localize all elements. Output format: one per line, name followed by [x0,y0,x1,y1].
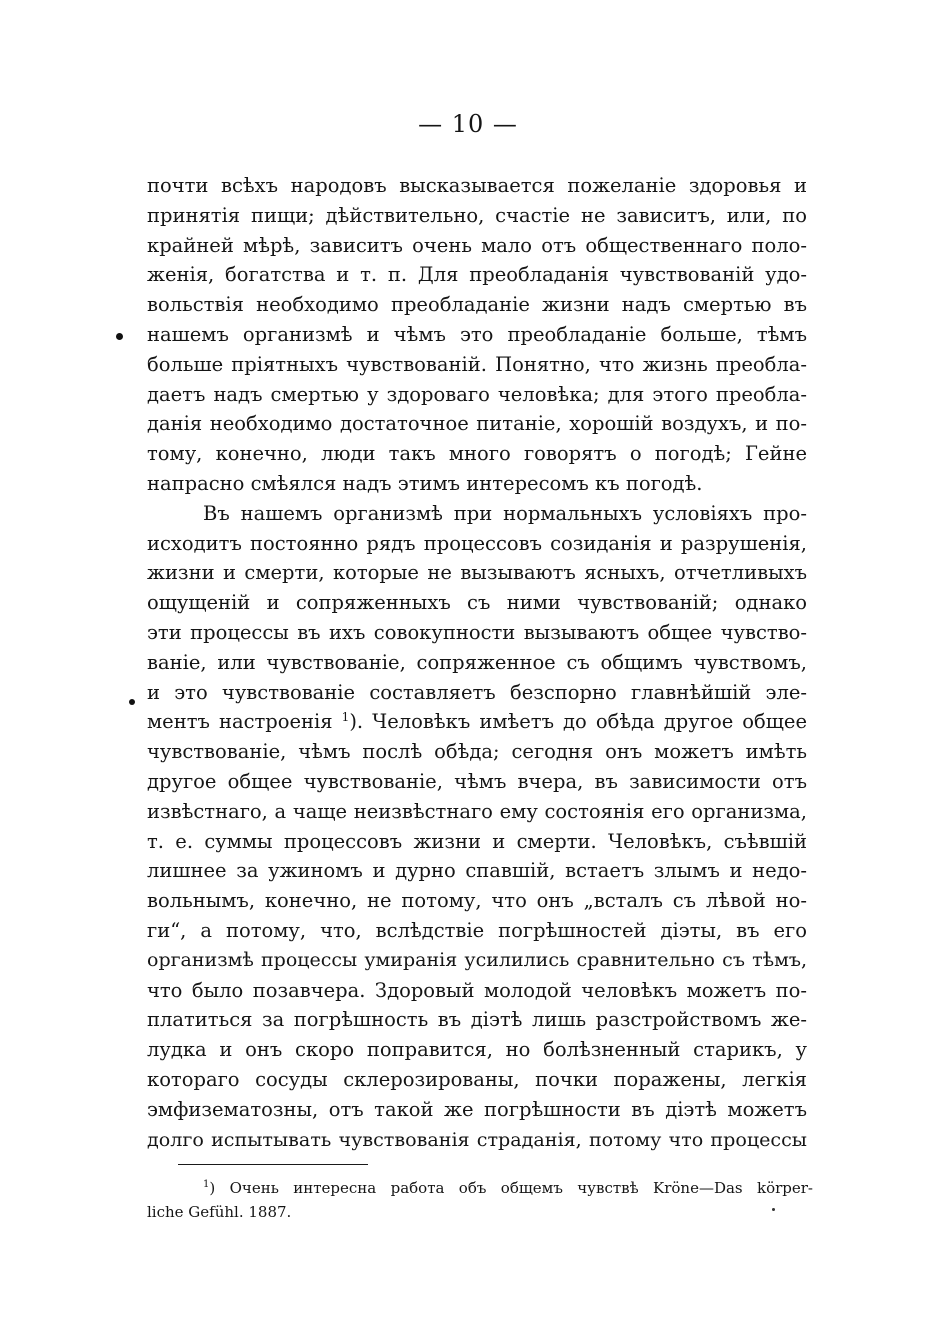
text-line: лишнее за ужиномъ и дурно спавшій, встаетъ злымъ и недо- [147,859,807,883]
text-line: данія необходимо достаточное питаніе, хорошій воздухъ, и по- [147,412,807,436]
text-line: тому, конечно, люди такъ много говорятъ о погодѣ; Гейне [147,442,807,466]
scan-speck [772,1208,775,1211]
text-line: крайней мѣрѣ, зависитъ очень мало отъ общественнаго поло- [147,233,807,257]
footnote-text: ) Очень интересна работа объ общемъ чувствѣ Kröne—Das körper- [209,1179,813,1197]
text-segment: ментъ настроенія [147,710,333,734]
text-line: чувствованіе, чѣмъ послѣ обѣда; сегодня онъ можетъ имѣть [147,740,807,764]
text-line: нашемъ организмѣ и чѣмъ это преобладаніе больше, тѣмъ [147,322,807,346]
body-text [147,171,807,1154]
text-line: ги“, а потому, что, вслѣдствіе погрѣшностей діэты, въ его [147,918,807,942]
text-line: напрасно смѣялся надъ этимъ интересомъ къ погодѣ. [147,471,703,495]
text-line: и это чувствованіе составляетъ безспорно главнѣйшій эле- [147,680,807,704]
footnote-line [147,1176,813,1200]
text-line: организмѣ процессы умиранія усилились сравнительно съ тѣмъ, [147,948,807,971]
text-line: другое общее чувствованіе, чѣмъ вчера, въ зависимости отъ [147,769,807,793]
text-line: вольствія необходимо преобладаніе жизни надъ смертью въ [147,293,807,317]
footnote-marker: 1 [203,1179,210,1190]
margin-mark [116,333,123,340]
text-line: эмфизематозны, отъ такой же погрѣшности въ діэтѣ можетъ [147,1097,807,1121]
footnote-reference: 1 [341,710,350,725]
text-line: даетъ надъ смертью у здороваго человѣка; для этого преобла- [147,382,807,406]
text-line: что было позавчера. Здоровый молодой человѣкъ можетъ по- [147,978,807,1002]
text-line: жизни и смерти, которые не вызываютъ ясныхъ, отчетливыхъ [147,561,807,585]
paragraph-start-line: Въ нашемъ организмѣ при нормальныхъ условіяхъ про- [203,501,807,525]
text-segment: ). Человѣкъ имѣетъ до обѣда другое общее [349,710,807,734]
footnote [147,1176,813,1224]
text-line: больше пріятныхъ чувствованій. Понятно, что жизнь преобла- [147,352,807,376]
text-line: т. е. суммы процессовъ жизни и смерти. Человѣкъ, съѣвшій [147,829,807,853]
text-line: исходитъ постоянно рядъ процессовъ созиданія и разрушенія, [147,531,807,555]
text-line: женія, богатства и т. п. Для преобладанія чувствованій удо- [147,263,807,287]
text-line: платиться за погрѣшность въ діэтѣ лишь разстройствомъ же- [147,1008,807,1032]
page-number: — 10 — [418,110,518,138]
text-line: почти всѣхъ народовъ высказывается пожеланіе здоровья и [147,174,807,197]
text-line: эти процессы въ ихъ совокупности вызываютъ общее чувство- [147,620,807,644]
text-line: ощущеній и сопряженныхъ съ ними чувствованій; однако [147,591,807,615]
footnote-line: liche Gefühl. 1887. [147,1203,292,1221]
text-line: извѣстнаго, а чаще неизвѣстнаго ему состоянія его организма, [147,799,807,823]
text-line: котораго сосуды склерозированы, почки поражены, легкія [147,1067,807,1091]
text-line: ваніе, или чувствованіе, сопряженное съ общимъ чувствомъ, [147,650,807,674]
text-line: вольнымъ, конечно, не потому, что онъ „всталъ съ лѣвой но- [147,889,807,913]
text-line: лудка и онъ скоро поправится, но болѣзненный старикъ, у [147,1038,807,1062]
text-line: принятія пищи; дѣйствительно, счастіе не зависитъ, или, по [147,203,807,227]
text-line-with-footnote-ref [147,707,807,737]
footnote-divider [178,1164,368,1165]
margin-mark [129,699,135,705]
text-line: долго испытывать чувствованія страданія, потому что процессы [147,1127,807,1151]
